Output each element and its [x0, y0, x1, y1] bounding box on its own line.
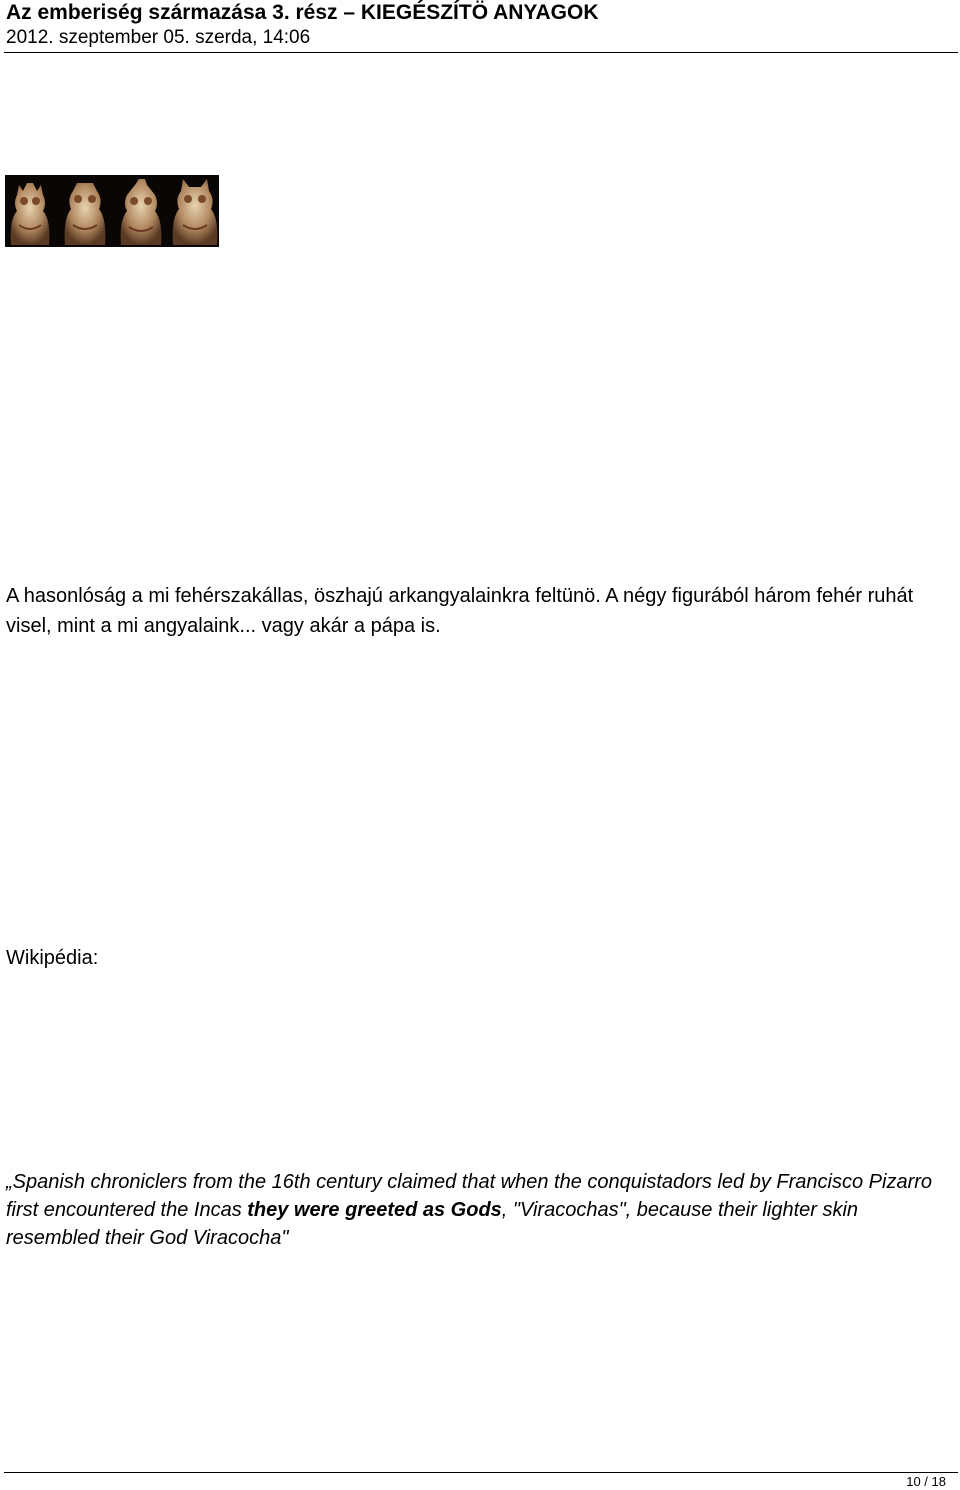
- quote-text-end: , "Viracochas", because their lighter skin resembled their God Viracocha": [6, 1199, 859, 1249]
- body-paragraph: A hasonlóság a mi fehérszakállas, öszhajú arkangyalainkra feltünö. A négy figurából három fehér ruhát visel, mint a mi angyalaink... vagy akár a pápa is.: [6, 585, 914, 637]
- wikipedia-label: Wikipédia:: [6, 947, 99, 969]
- page-number: 10 / 18: [906, 1474, 946, 1489]
- document-header: [6, 0, 958, 50]
- header-divider: [4, 52, 958, 53]
- figurines-photo: [5, 175, 219, 247]
- quote-paragraph: [6, 1168, 951, 1252]
- quote-emphasis: they were greeted as Gods: [247, 1199, 502, 1221]
- quote-text-start: „Spanish chroniclers from the 16th century claimed that when the conquistadors led by Francisco Pizarro first encountered the Incas: [6, 1171, 933, 1221]
- document-title: Az emberiség származása 3. rész – KIEGÉSZÍTÖ ANYAGOK: [6, 1, 599, 24]
- document-date: 2012. szeptember 05. szerda, 14:06: [6, 27, 311, 48]
- footer-divider: [4, 1472, 958, 1473]
